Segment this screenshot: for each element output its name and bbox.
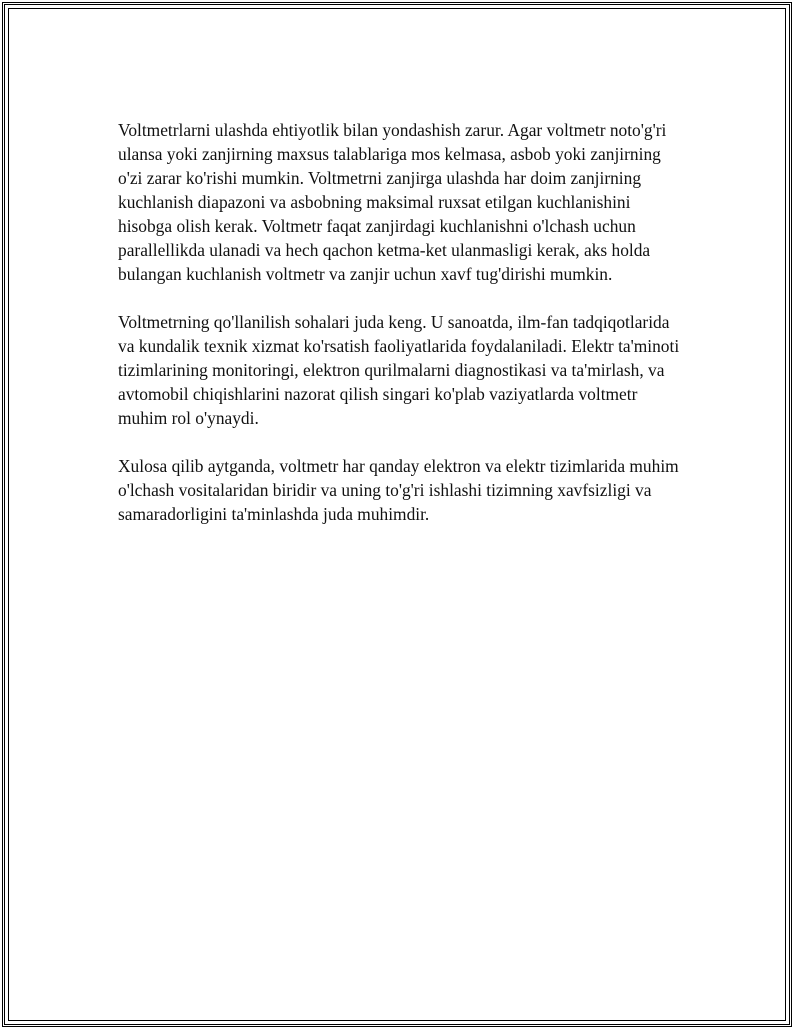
paragraph-2: Voltmetrning qo'llanilish sohalari juda keng. U sanoatda, ilm-fan tadqiqotlarida va kundalik texnik xizmat ko'rsatish faoliyatlarida foydalaniladi. Elektr ta'minoti tizimlarining monitoringi, elektron qurilmalarni diagnostikasi va ta'mirlash, va avtomobil chiqishlarini nazorat qilish singari ko'plab vaziyatlarda voltmetr muhim rol o'ynaydi. <box>118 312 680 428</box>
document-body <box>118 118 688 550</box>
paragraph-1: Voltmetrlarni ulashda ehtiyotlik bilan yondashish zarur. Agar voltmetr noto'g'ri ulansa yoki zanjirning maxsus talablariga mos kelmasa, asbob yoki zanjirning o'zi zarar ko'rishi mumkin. Voltmetrni zanjirga ulashda har doim zanjirning kuchlanish diapazoni va asbobning maksimal ruxsat etilgan kuchlanishini hisobga olish kerak. Voltmetr faqat zanjirdagi kuchlanishni o'lchash uchun parallellikda ulanadi va hech qachon ketma-ket ulanmasligi kerak, aks holda bulangan kuchlanish voltmetr va zanjir uchun xavf tug'dirishi mumkin. <box>118 120 667 284</box>
paragraph-3: Xulosa qilib aytganda, voltmetr har qanday elektron va elektr tizimlarida muhim o'lchash vositalaridan biridir va uning to'g'ri ishlashi tizimning xavfsizligi va samaradorligini ta'minlashda juda muhimdir. <box>118 456 679 524</box>
